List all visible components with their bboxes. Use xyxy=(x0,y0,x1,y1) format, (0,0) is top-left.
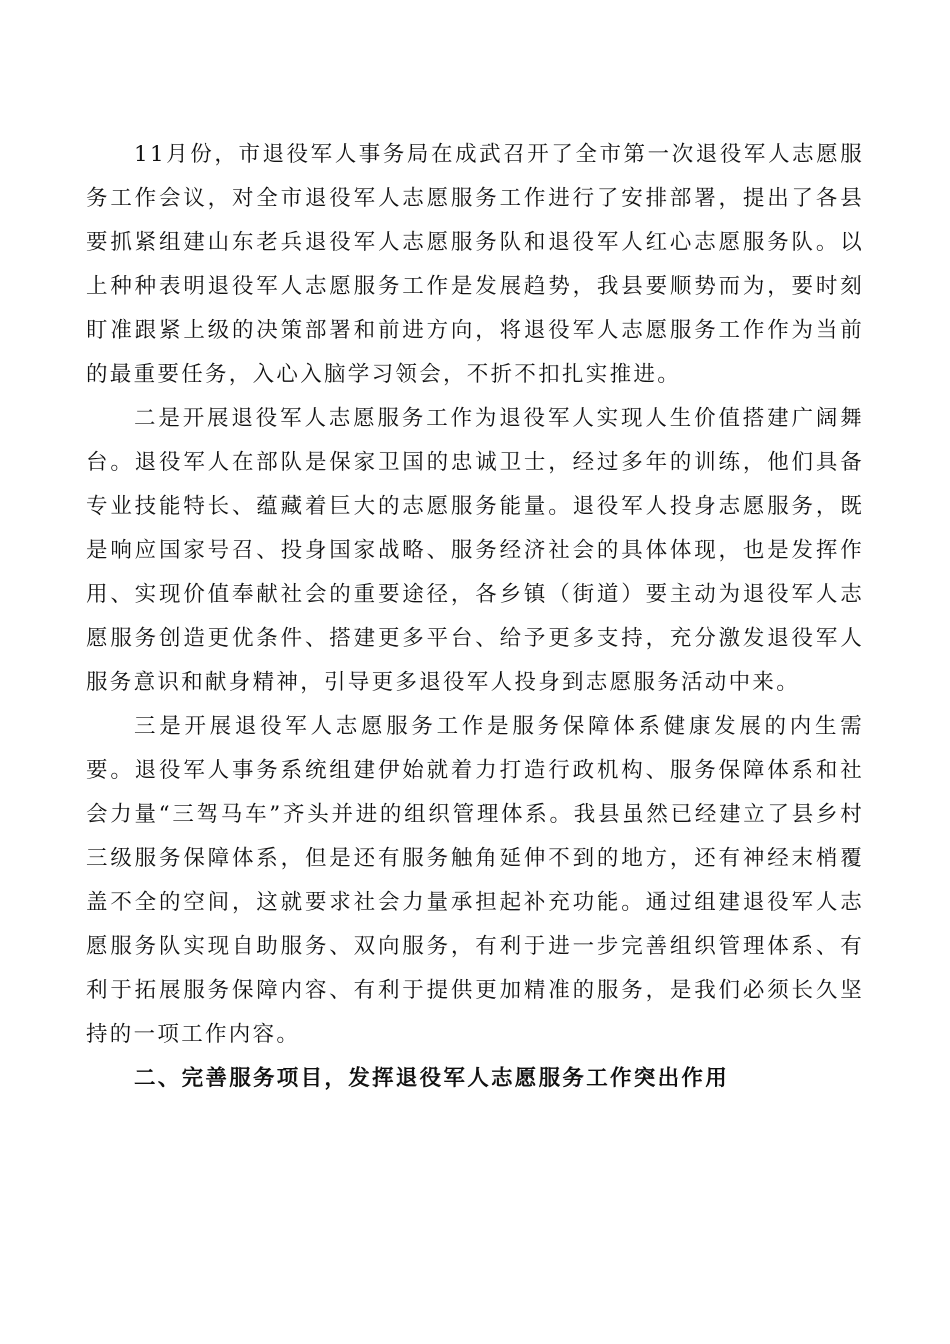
section-heading: 二、完善服务项目，发挥退役军人志愿服务工作突出作用 xyxy=(134,1066,730,1091)
paragraph-1: 11月份，市退役军人事务局在成武召开了全市第一次退役军人志愿服务工作会议，对全市退役军人志愿服务工作进行了安排部署，提出了各县要抓紧组建山东老兵退役军人志愿服务队和退役军人红心志愿服务队。以上种种表明退役军人志愿服务工作是发展趋势，我县要顺势而为，要时刻盯准跟紧上级的决策部署和前进方向，将退役军人志愿服务工作作为当前的最重要任务，入心入脑学习领会，不折不扣扎实推进。 xyxy=(86,142,864,387)
paragraph-2: 二是开展退役军人志愿服务工作为退役军人实现人生价值搭建广阔舞台。退役军人在部队是保家卫国的忠诚卫士，经过多年的训练，他们具备专业技能特长、蕴藏着巨大的志愿服务能量。退役军人投身志愿服务，既是响应国家号召、投身国家战略、服务经济社会的具体体现，也是发挥作用、实现价值奉献社会的重要途径，各乡镇（街道）要主动为退役军人志愿服务创造更优条件、搭建更多平台、给予更多支持，充分激发退役军人服务意识和献身精神，引导更多退役军人投身到志愿服务活动中来。 xyxy=(86,406,864,695)
paragraph-3: 三是开展退役军人志愿服务工作是服务保障体系健康发展的内生需要。退役军人事务系统组建伊始就着力打造行政机构、服务保障体系和社会力量“三驾马车”齐头并进的组织管理体系。我县虽然已经建立了县乡村三级服务保障体系，但是还有服务触角延伸不到的地方，还有神经末梢覆盖不全的空间，这就要求社会力量承担起补充功能。通过组建退役军人志愿服务队实现自助服务、双向服务，有利于进一步完善组织管理体系、有利于拓展服务保障内容、有利于提供更加精准的服务，是我们必须长久坚持的一项工作内容。 xyxy=(86,714,864,1047)
